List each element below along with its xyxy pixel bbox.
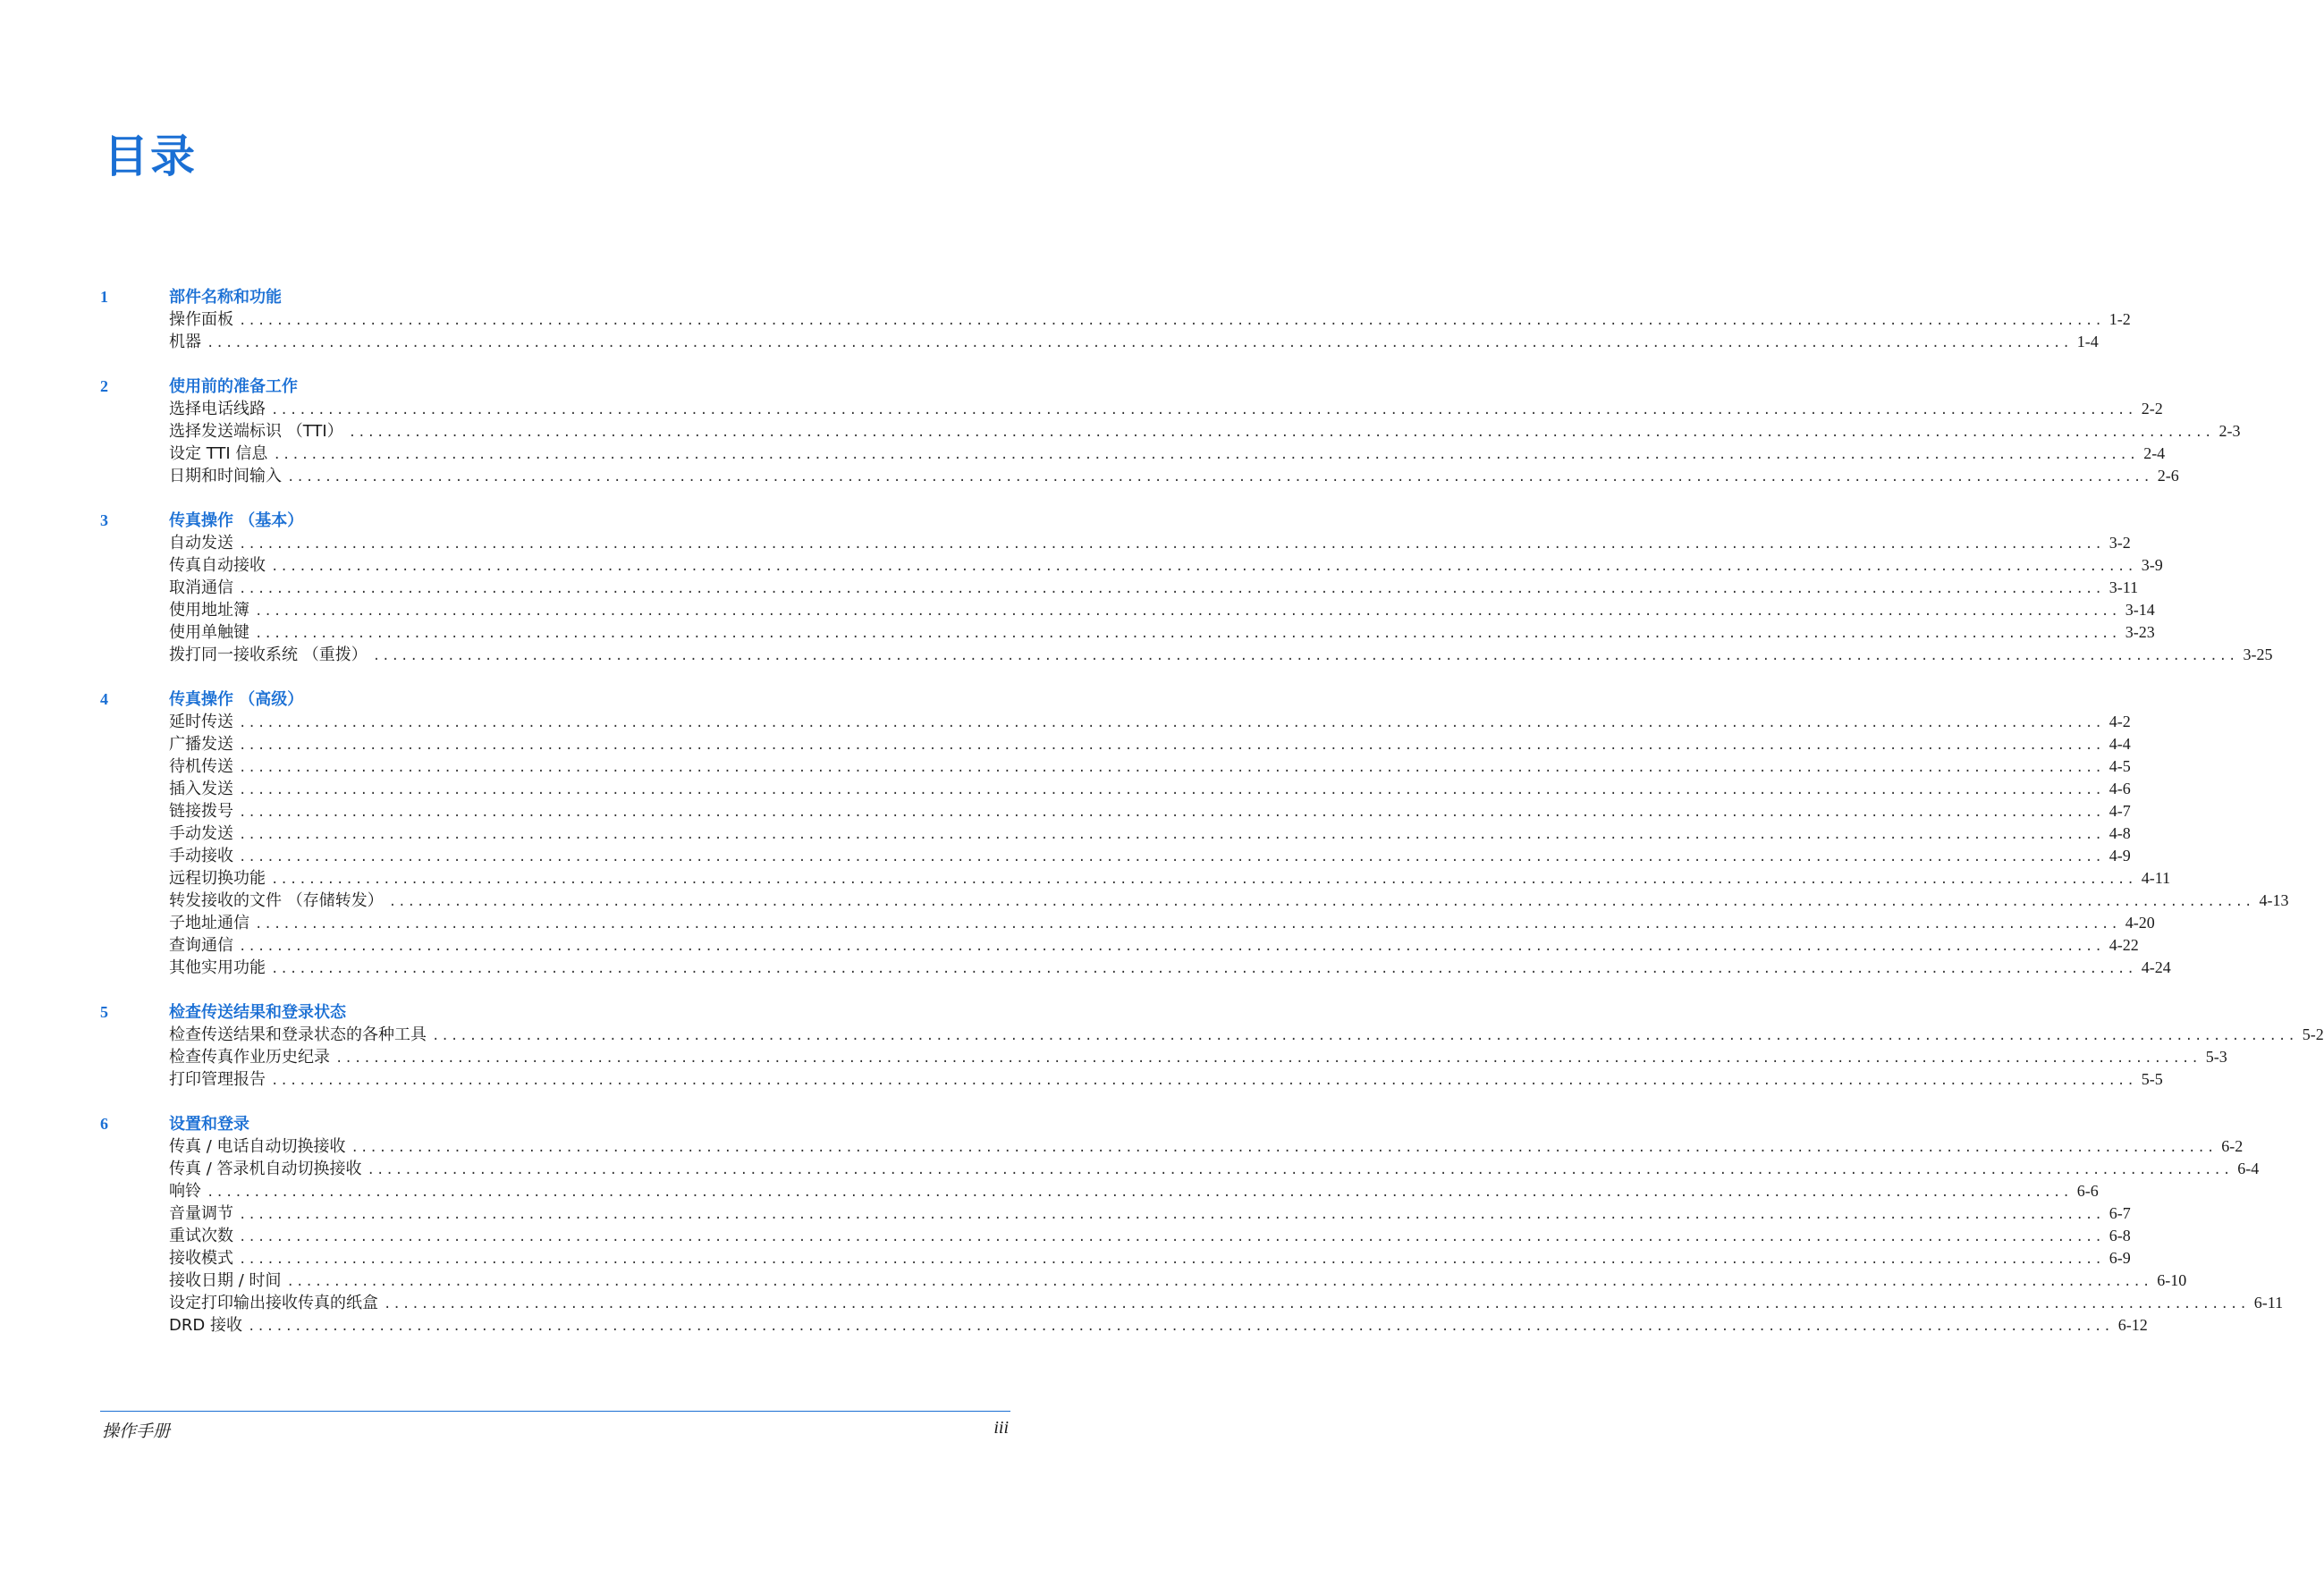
toc-entry-label: 选择电话线路 — [169, 400, 266, 418]
chapter-number: 5 — [100, 1003, 108, 1021]
toc-entry-page: 2-4 — [2143, 444, 2166, 462]
dot-leader: ........................................................................................................................................................................................................ — [239, 738, 2104, 753]
chapter-title: 检查传送结果和登录状态 — [169, 1003, 346, 1022]
toc-entry-page: 2-3 — [2218, 422, 2241, 440]
toc-entry-page: 4-13 — [2259, 891, 2289, 909]
chapter-title: 使用前的准备工作 — [169, 377, 298, 396]
dot-leader: ........................................................................................................................................................................................................ — [239, 761, 2104, 775]
toc-entry[interactable] — [169, 307, 2131, 329]
toc-entry[interactable] — [169, 754, 2131, 776]
toc-entry-page: 6-2 — [2221, 1137, 2244, 1155]
table-of-contents — [100, 284, 2324, 1357]
chapter-heading[interactable] — [100, 508, 976, 530]
toc-entry[interactable] — [169, 553, 2163, 575]
toc-entry-label: 机器 — [169, 333, 201, 351]
dot-leader: ........................................................................................................................................................................................................ — [372, 649, 2238, 663]
toc-entry-label: 音量调节 — [169, 1204, 233, 1223]
toc-entry[interactable] — [169, 731, 2131, 754]
toc-entry-page: 3-9 — [2141, 556, 2163, 574]
toc-entry-label: 传真自动接收 — [169, 556, 266, 575]
toc-entry[interactable] — [169, 575, 2139, 597]
toc-entry-page: 3-11 — [2109, 578, 2139, 596]
toc-entry-label: 传真 / 答录机自动切换接收 — [169, 1160, 362, 1178]
toc-entry-label: 重试次数 — [169, 1227, 233, 1245]
toc-entry[interactable] — [169, 1178, 2099, 1201]
toc-entry-label: DRD 接收 — [169, 1316, 242, 1335]
toc-entry-label: 远程切换功能 — [169, 869, 266, 888]
toc-entry-page: 2-6 — [2157, 467, 2179, 485]
dot-leader: ........................................................................................................................................................................................................ — [271, 962, 2136, 976]
toc-entry-page: 6-11 — [2253, 1294, 2284, 1312]
toc-entry-page: 6-12 — [2117, 1316, 2148, 1334]
dot-leader: ........................................................................................................................................................................................................ — [286, 1275, 2152, 1289]
toc-entry-page: 4-4 — [2109, 735, 2131, 753]
dot-leader: ........................................................................................................................................................................................................ — [255, 627, 2120, 641]
toc-entry-label: 接收模式 — [169, 1249, 233, 1268]
toc-entry-label: 接收日期 / 时间 — [169, 1271, 282, 1290]
toc-entry-page: 4-11 — [2141, 869, 2171, 887]
toc-entry[interactable] — [169, 888, 2289, 910]
toc-entry-label: 查询通信 — [169, 936, 233, 955]
dot-leader: ........................................................................................................................................................................................................ — [239, 806, 2104, 820]
dot-leader: ........................................................................................................................................................................................................ — [271, 873, 2136, 887]
toc-entry-label: 操作面板 — [169, 310, 233, 329]
dot-leader: ........................................................................................................................................................................................................ — [239, 940, 2104, 954]
toc-entry-page: 4-5 — [2109, 757, 2131, 775]
toc-entry-label: 手动接收 — [169, 847, 233, 865]
dot-leader: ........................................................................................................................................................................................................ — [239, 850, 2104, 865]
toc-entry[interactable] — [169, 843, 2131, 865]
toc-entry-page: 3-23 — [2125, 623, 2155, 641]
toc-entry-page: 5-2 — [2302, 1025, 2324, 1043]
toc-entry-label: 检查传送结果和登录状态的各种工具 — [169, 1025, 427, 1044]
toc-entry[interactable] — [169, 530, 2131, 553]
toc-entry-page: 5-5 — [2141, 1070, 2163, 1088]
toc-entry-label: 使用地址簿 — [169, 601, 249, 620]
toc-entry-label: 检查传真作业历史纪录 — [169, 1048, 330, 1067]
toc-entry[interactable] — [169, 776, 2131, 798]
toc-entry[interactable] — [169, 798, 2131, 821]
toc-entry-page: 4-6 — [2109, 780, 2131, 797]
toc-entry-page: 4-7 — [2109, 802, 2131, 820]
chapter-title: 传真操作 （基本） — [169, 511, 304, 530]
dot-leader: ........................................................................................................................................................................................................ — [432, 1029, 2297, 1043]
chapter-heading[interactable] — [100, 284, 976, 307]
dot-leader: ........................................................................................................................................................................................................ — [384, 1297, 2249, 1312]
toc-entry-label: 转发接收的文件 （存储转发） — [169, 891, 384, 910]
dot-leader: ........................................................................................................................................................................................................ — [273, 448, 2139, 462]
toc-entry-page: 6-10 — [2157, 1271, 2187, 1289]
toc-entry-page: 1-4 — [2076, 333, 2099, 350]
page-title: 目录 — [104, 131, 197, 182]
toc-chapter — [100, 687, 2289, 977]
dot-leader: ........................................................................................................................................................................................................ — [271, 560, 2136, 574]
toc-entry[interactable] — [169, 1290, 2284, 1312]
dot-leader: ........................................................................................................................................................................................................ — [207, 1185, 2072, 1200]
toc-entry-label: 延时传送 — [169, 713, 233, 731]
toc-entry[interactable] — [169, 396, 2163, 418]
toc-entry-label: 拨打同一接收系统 （重拨） — [169, 645, 368, 664]
toc-entry-page: 6-7 — [2109, 1204, 2131, 1222]
chapter-number: 3 — [100, 511, 108, 529]
toc-entry-page: 4-22 — [2109, 936, 2139, 954]
toc-entry-label: 其他实用功能 — [169, 958, 266, 977]
toc-entry[interactable] — [169, 1268, 2187, 1290]
dot-leader: ........................................................................................................................................................................................................ — [239, 716, 2104, 730]
toc-entry-page: 4-24 — [2141, 958, 2171, 976]
toc-chapter — [100, 374, 2241, 485]
toc-entry-page: 4-20 — [2125, 914, 2155, 932]
dot-leader: ........................................................................................................................................................................................................ — [239, 1253, 2104, 1267]
toc-entry-label: 传真 / 电话自动切换接收 — [169, 1137, 346, 1156]
toc-entry-page: 4-8 — [2109, 824, 2131, 842]
dot-leader: ........................................................................................................................................................................................................ — [239, 582, 2104, 596]
toc-entry-label: 自动发送 — [169, 534, 233, 553]
toc-entry[interactable] — [169, 1067, 2163, 1089]
footer-divider — [100, 1411, 1010, 1412]
toc-entry[interactable] — [169, 1223, 2131, 1245]
toc-entry-page: 6-8 — [2109, 1227, 2131, 1244]
toc-entry-label: 待机传送 — [169, 757, 233, 776]
toc-entry[interactable] — [169, 441, 2166, 463]
dot-leader: ........................................................................................................................................................................................................ — [239, 1230, 2104, 1244]
toc-entry[interactable] — [169, 865, 2171, 888]
chapter-heading[interactable] — [100, 374, 976, 396]
toc-entry-page: 5-3 — [2205, 1048, 2227, 1066]
chapter-title: 设置和登录 — [169, 1115, 249, 1134]
toc-entry-page: 4-9 — [2109, 847, 2131, 865]
dot-leader: ........................................................................................................................................................................................................ — [388, 895, 2254, 909]
toc-entry[interactable] — [169, 1312, 2148, 1335]
toc-entry-label: 广播发送 — [169, 735, 233, 754]
toc-entry-page: 3-2 — [2109, 534, 2131, 552]
chapter-number: 1 — [100, 288, 108, 306]
toc-entry[interactable] — [169, 910, 2155, 932]
dot-leader: ........................................................................................................................................................................................................ — [239, 783, 2104, 797]
toc-entry[interactable] — [169, 642, 2273, 664]
toc-chapter — [100, 284, 2131, 351]
toc-entry-label: 响铃 — [169, 1182, 201, 1201]
toc-entry-page: 1-2 — [2109, 310, 2131, 328]
toc-entry-page: 3-14 — [2125, 601, 2155, 619]
toc-entry[interactable] — [169, 1156, 2260, 1178]
chapter-number: 2 — [100, 377, 108, 395]
toc-entry-label: 手动发送 — [169, 824, 233, 843]
toc-entry[interactable] — [169, 620, 2155, 642]
dot-leader: ........................................................................................................................................................................................................ — [207, 336, 2072, 350]
dot-leader: ........................................................................................................................................................................................................ — [239, 828, 2104, 842]
chapter-title: 部件名称和功能 — [169, 288, 282, 307]
toc-chapter — [100, 508, 2273, 664]
dot-leader: ........................................................................................................................................................................................................ — [255, 604, 2120, 619]
toc-chapter — [100, 1000, 2324, 1089]
dot-leader: ........................................................................................................................................................................................................ — [271, 1074, 2136, 1088]
toc-entry[interactable] — [169, 1245, 2131, 1268]
toc-entry-label: 链接拨号 — [169, 802, 233, 821]
toc-entry-label: 打印管理报告 — [169, 1070, 266, 1089]
chapter-heading[interactable] — [100, 1000, 976, 1022]
toc-entry[interactable] — [169, 329, 2099, 351]
toc-entry-page: 4-2 — [2109, 713, 2131, 730]
toc-entry-label: 设定 TTI 信息 — [169, 444, 268, 463]
toc-entry-page: 3-25 — [2243, 645, 2273, 663]
toc-entry-label: 选择发送端标识 （TTI） — [169, 422, 343, 441]
toc-entry-page: 6-6 — [2076, 1182, 2099, 1200]
toc-entry[interactable] — [169, 955, 2171, 977]
dot-leader: ........................................................................................................................................................................................................ — [335, 1051, 2201, 1066]
chapter-number: 6 — [100, 1115, 108, 1133]
toc-entry[interactable] — [169, 418, 2241, 441]
toc-entry-page: 2-2 — [2141, 400, 2163, 418]
toc-entry[interactable] — [169, 1044, 2227, 1067]
toc-entry-page: 6-4 — [2237, 1160, 2260, 1177]
footer-page-number: iii — [993, 1418, 1009, 1438]
dot-leader: ........................................................................................................................................................................................................ — [348, 426, 2214, 440]
toc-entry-page: 6-9 — [2109, 1249, 2131, 1267]
toc-entry-label: 子地址通信 — [169, 914, 249, 932]
toc-entry[interactable] — [169, 463, 2179, 485]
toc-entry[interactable] — [169, 1134, 2244, 1156]
dot-leader: ........................................................................................................................................................................................................ — [367, 1163, 2233, 1177]
toc-entry[interactable] — [169, 821, 2131, 843]
footer-manual-name: 操作手册 — [102, 1421, 171, 1441]
toc-entry-label: 日期和时间输入 — [169, 467, 282, 485]
chapter-heading[interactable] — [100, 687, 976, 709]
dot-leader: ........................................................................................................................................................................................................ — [239, 537, 2104, 552]
toc-chapter — [100, 1111, 2284, 1335]
dot-leader: ........................................................................................................................................................................................................ — [255, 917, 2120, 932]
toc-entry-label: 设定打印输出接收传真的纸盒 — [169, 1294, 378, 1312]
dot-leader: ........................................................................................................................................................................................................ — [247, 1320, 2113, 1334]
toc-entry[interactable] — [169, 932, 2139, 955]
dot-leader: ........................................................................................................................................................................................................ — [287, 470, 2152, 485]
dot-leader: ........................................................................................................................................................................................................ — [239, 1208, 2104, 1222]
dot-leader: ........................................................................................................................................................................................................ — [351, 1141, 2217, 1155]
dot-leader: ........................................................................................................................................................................................................ — [271, 403, 2136, 418]
chapter-number: 4 — [100, 690, 108, 708]
toc-entry-label: 插入发送 — [169, 780, 233, 798]
chapter-title: 传真操作 （高级） — [169, 690, 304, 709]
toc-entry[interactable] — [169, 1022, 2324, 1044]
toc-entry[interactable] — [169, 1201, 2131, 1223]
toc-entry-label: 使用单触键 — [169, 623, 249, 642]
toc-entry[interactable] — [169, 709, 2131, 731]
dot-leader: ........................................................................................................................................................................................................ — [239, 314, 2104, 328]
toc-entry[interactable] — [169, 597, 2155, 620]
toc-entry-label: 取消通信 — [169, 578, 233, 597]
chapter-heading[interactable] — [100, 1111, 976, 1134]
